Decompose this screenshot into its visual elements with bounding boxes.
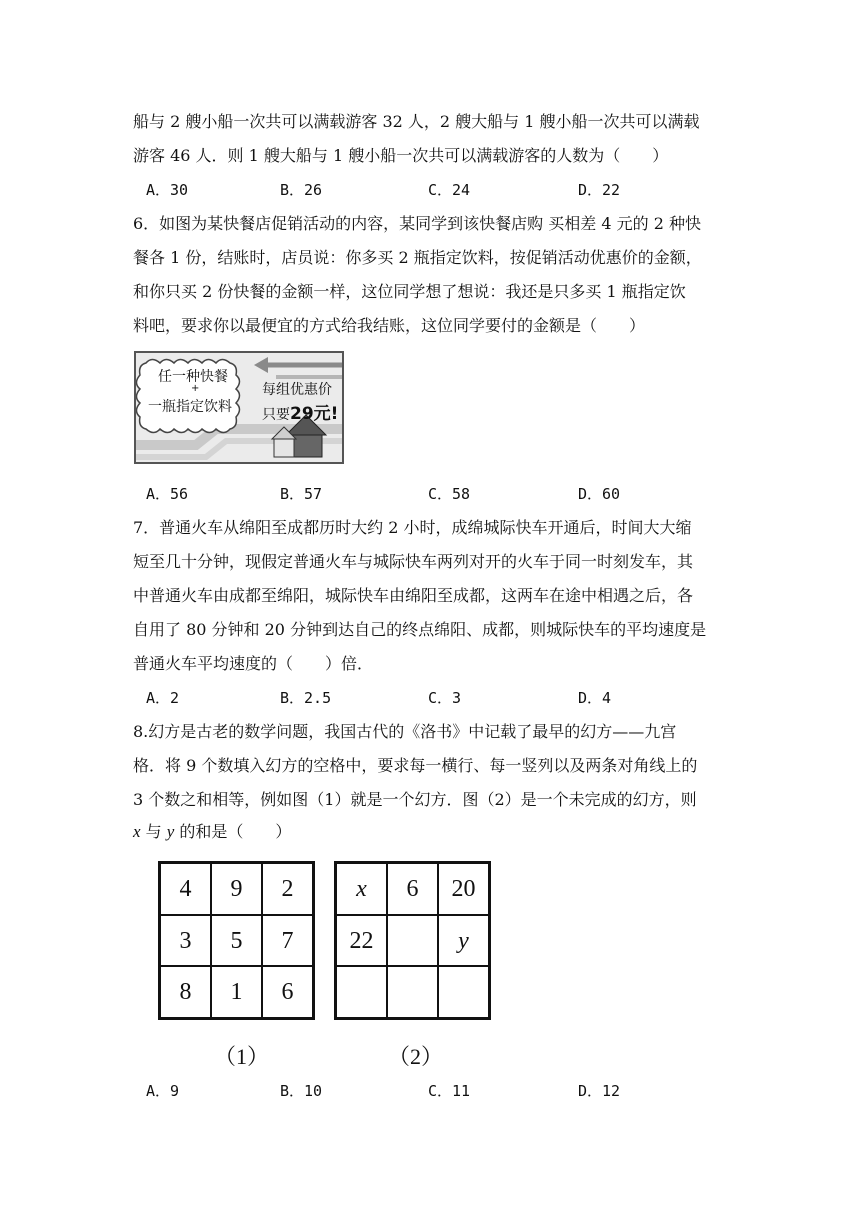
q6-option-d: D．60: [578, 485, 621, 503]
q8-var-y: y: [166, 822, 175, 841]
q7-line-4: 自用了 80 分钟和 20 分钟到达自己的终点绵阳、成都，则城际快车的平均速度是: [133, 620, 707, 639]
q5-option-a: A．30: [146, 181, 189, 199]
q7-line-2: 短至几十分钟，现假定普通火车与城际快车两列对开的火车于同一时刻发车，其: [133, 552, 694, 571]
q7-line-1: 7．普通火车从绵阳至成都历时大约 2 小时，成绵城际快车开通后，时间大大缩: [133, 518, 692, 537]
q7-option-d: D．4: [578, 689, 612, 707]
q5-option-d: D．22: [578, 181, 621, 199]
promo-price-prefix: 只要: [262, 407, 290, 423]
grid1-cell: 1: [211, 966, 262, 1018]
grid2-cell: y: [438, 915, 489, 967]
q7-option-b: B．2.5: [280, 689, 332, 707]
grid2-cell: [387, 966, 438, 1018]
q8-line-4-rest: 的和是（ ）: [174, 822, 292, 841]
grid1-cell: 6: [262, 966, 313, 1018]
q6-option-b: B．57: [280, 485, 323, 503]
q8-line-2: 格．将 9 个数填入幻方的空格中，要求每一横行、每一竖列以及两条对角线上的: [133, 756, 698, 775]
q5-line-1: 船与 2 艘小船一次共可以满载游客 32 人，2 艘大船与 1 艘小船一次共可以满载: [133, 112, 700, 131]
q8-option-b: B．10: [280, 1082, 323, 1100]
grid-caption-1: （1）: [214, 1044, 270, 1069]
q6-line-3: 和你只买 2 份快餐的金额一样，这位同学想了想说：我还是只多买 1 瓶指定饮: [133, 282, 686, 301]
grid1-cell: 4: [160, 863, 211, 915]
q7-option-a: A．2: [146, 689, 180, 707]
grid1-cell: 7: [262, 915, 313, 967]
q8-option-c: C．11: [428, 1082, 471, 1100]
grid1-cell: 2: [262, 863, 313, 915]
q7-line-5: 普通火车平均速度的（ ）倍．: [133, 654, 374, 673]
grid-caption-2: （2）: [388, 1044, 444, 1069]
grid2-cell: [336, 966, 387, 1018]
grid2-cell: 22: [336, 915, 387, 967]
q6-line-1: 6．如图为某快餐店促销活动的内容，某同学到该快餐店购 买相差 4 元的 2 种快: [133, 214, 701, 233]
q6-option-c: C．58: [428, 485, 471, 503]
grid2-cell: 20: [438, 863, 489, 915]
promo-image: [134, 351, 344, 464]
q5-option-c: C．24: [428, 181, 471, 199]
magic-square-2: [334, 861, 491, 1020]
q7-line-3: 中普通火车由成都至绵阳，城际快车由绵阳至成都，这两车在途中相遇之后，各: [133, 586, 694, 605]
q6-line-2: 餐各 1 份，结账时，店员说：你多买 2 瓶指定饮料，按促销活动优惠价的金额，: [133, 248, 702, 267]
grid1-cell: 8: [160, 966, 211, 1018]
grid1-cell: 5: [211, 915, 262, 967]
q5-line-2: 游客 46 人．则 1 艘大船与 1 艘小船一次共可以满载游客的人数为（ ）: [133, 146, 669, 165]
grid2-cell: 6: [387, 863, 438, 915]
q6-line-4: 料吧，要求你以最便宜的方式给我结账，这位同学要付的金额是（ ）: [133, 316, 646, 335]
q8-var-x: x: [133, 822, 141, 841]
grid1-cell: 9: [211, 863, 262, 915]
grid1-cell: 3: [160, 915, 211, 967]
q8-line-3: 3 个数之和相等，例如图（1）就是一个幻方．图（2）是一个未完成的幻方，则: [133, 790, 697, 809]
promo-price-line-2: [262, 399, 338, 424]
q7-option-c: C．3: [428, 689, 462, 707]
q6-option-a: A．56: [146, 485, 189, 503]
q8-line-1: 8.幻方是古老的数学问题，我国古代的《洛书》中记载了最早的幻方——九宫: [133, 722, 677, 741]
magic-square-1: [158, 861, 315, 1020]
grid2-cell: x: [336, 863, 387, 915]
promo-cloud-line-1: 任一种快餐: [158, 369, 228, 385]
promo-price-amount: 29元!: [290, 404, 339, 424]
promo-cloud-line-2: 一瓶指定饮料: [148, 399, 232, 415]
promo-cloud-plus: +: [191, 383, 200, 394]
q5-option-b: B．26: [280, 181, 323, 199]
q8-line-4-mid: 与: [140, 822, 167, 841]
promo-price-line-1: 每组优惠价: [262, 382, 332, 398]
q8-option-a: A．9: [146, 1082, 180, 1100]
grid2-cell: [438, 966, 489, 1018]
grid2-cell: [387, 915, 438, 967]
q8-line-4: [133, 822, 291, 842]
q8-option-d: D．12: [578, 1082, 621, 1100]
